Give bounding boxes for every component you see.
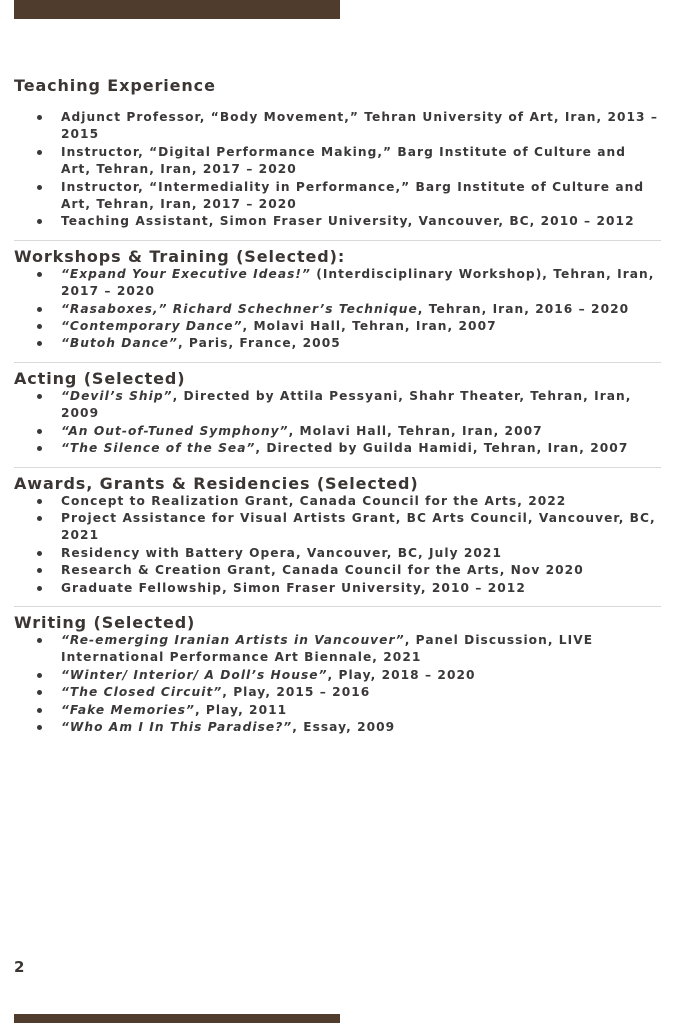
item-title: “Contemporary Dance” [61,319,243,334]
page-number: 2 [14,958,25,976]
item-detail: Concept to Realization Grant, Canada Council for the Arts, 2022 [61,493,567,508]
item-detail: , Molavi Hall, Tehran, Iran, 2007 [288,423,543,438]
section-acting [14,369,661,468]
list-item [14,213,661,230]
list-item [14,266,661,301]
item-title: “Re-emerging Iranian Artists in Vancouver” [61,632,405,647]
resume-content [14,76,661,751]
list-item [14,684,661,701]
section-list [14,109,661,231]
section-awards [14,474,661,607]
item-title: “Rasaboxes,” Richard Schechner’s Technique [61,301,418,316]
item-detail: Research & Creation Grant, Canada Council for the Arts, Nov 2020 [61,563,584,578]
item-detail: Instructor, “Intermediality in Performance,” Barg Institute of Culture and Art, Tehran, Iran, 2017 – 2020 [61,179,645,212]
list-item [14,632,661,667]
list-item [14,580,661,597]
list-item [14,510,661,545]
item-detail: Instructor, “Digital Performance Making,” Barg Institute of Culture and Art, Tehran, Iran, 2017 – 2020 [61,144,627,177]
item-detail: Project Assistance for Visual Artists Grant, BC Arts Council, Vancouver, BC, 2021 [61,510,656,543]
item-detail: , Directed by Guilda Hamidi, Tehran, Iran, 2007 [255,441,629,456]
item-detail: , Molavi Hall, Tehran, Iran, 2007 [242,319,497,334]
section-list [14,266,661,353]
item-detail: , Tehran, Iran, 2016 – 2020 [417,301,630,316]
item-detail: , Directed by Attila Pessyani, Shahr Theater, Tehran, Iran, 2009 [61,388,632,421]
item-detail: (Interdisciplinary Workshop), Tehran, Iran, 2017 – 2020 [61,266,655,299]
list-item [14,423,661,440]
list-item [14,318,661,335]
list-item [14,144,661,179]
list-item [14,179,661,214]
list-item [14,562,661,579]
section-heading: Acting (Selected) [14,368,186,388]
item-detail: , Paris, France, 2005 [177,336,341,351]
item-title: “Who Am I In This Paradise?” [61,719,293,734]
list-item [14,440,661,457]
section-heading: Awards, Grants & Residencies (Selected) [14,473,419,493]
item-title: “Devil’s Ship” [61,388,173,403]
list-item [14,719,661,736]
item-detail: Graduate Fellowship, Simon Fraser University, 2010 – 2012 [61,580,526,595]
list-item [14,109,661,144]
list-item [14,335,661,352]
item-detail: , Play, 2015 – 2016 [222,685,371,700]
item-title: “Winter/ Interior/ A Doll’s House” [61,667,328,682]
item-detail: , Panel Discussion, LIVE International Performance Art Biennale, 2021 [61,632,594,665]
item-title: “Butoh Dance” [61,336,178,351]
section-heading: Writing (Selected) [14,612,196,632]
item-detail: Residency with Battery Opera, Vancouver, BC, July 2021 [61,545,502,560]
header-decorative-bar [14,0,340,19]
item-title: “An Out-of-Tuned Symphony” [61,423,289,438]
list-item [14,667,661,684]
section-heading: Teaching Experience [14,76,216,95]
item-title: “The Silence of the Sea” [61,441,256,456]
section-list [14,632,661,736]
section-workshops [14,247,661,363]
list-item [14,388,661,423]
section-list [14,493,661,597]
list-item [14,702,661,719]
list-item [14,301,661,318]
item-detail: , Play, 2018 – 2020 [327,667,476,682]
item-detail: , Essay, 2009 [292,719,396,734]
list-item [14,493,661,510]
section-list [14,388,661,458]
item-title: “Expand Your Executive Ideas!” [61,266,311,281]
section-teaching [14,76,661,241]
section-heading: Workshops & Training (Selected): [14,246,346,266]
item-detail: Adjunct Professor, “Body Movement,” Tehran University of Art, Iran, 2013 – 2015 [61,110,659,142]
footer-decorative-bar [14,1014,340,1023]
item-title: “Fake Memories” [61,702,195,717]
section-writing [14,613,661,745]
list-item [14,545,661,562]
item-detail: , Play, 2011 [194,702,288,717]
item-detail: Teaching Assistant, Simon Fraser University, Vancouver, BC, 2010 – 2012 [61,214,635,229]
item-title: “The Closed Circuit” [61,685,223,700]
